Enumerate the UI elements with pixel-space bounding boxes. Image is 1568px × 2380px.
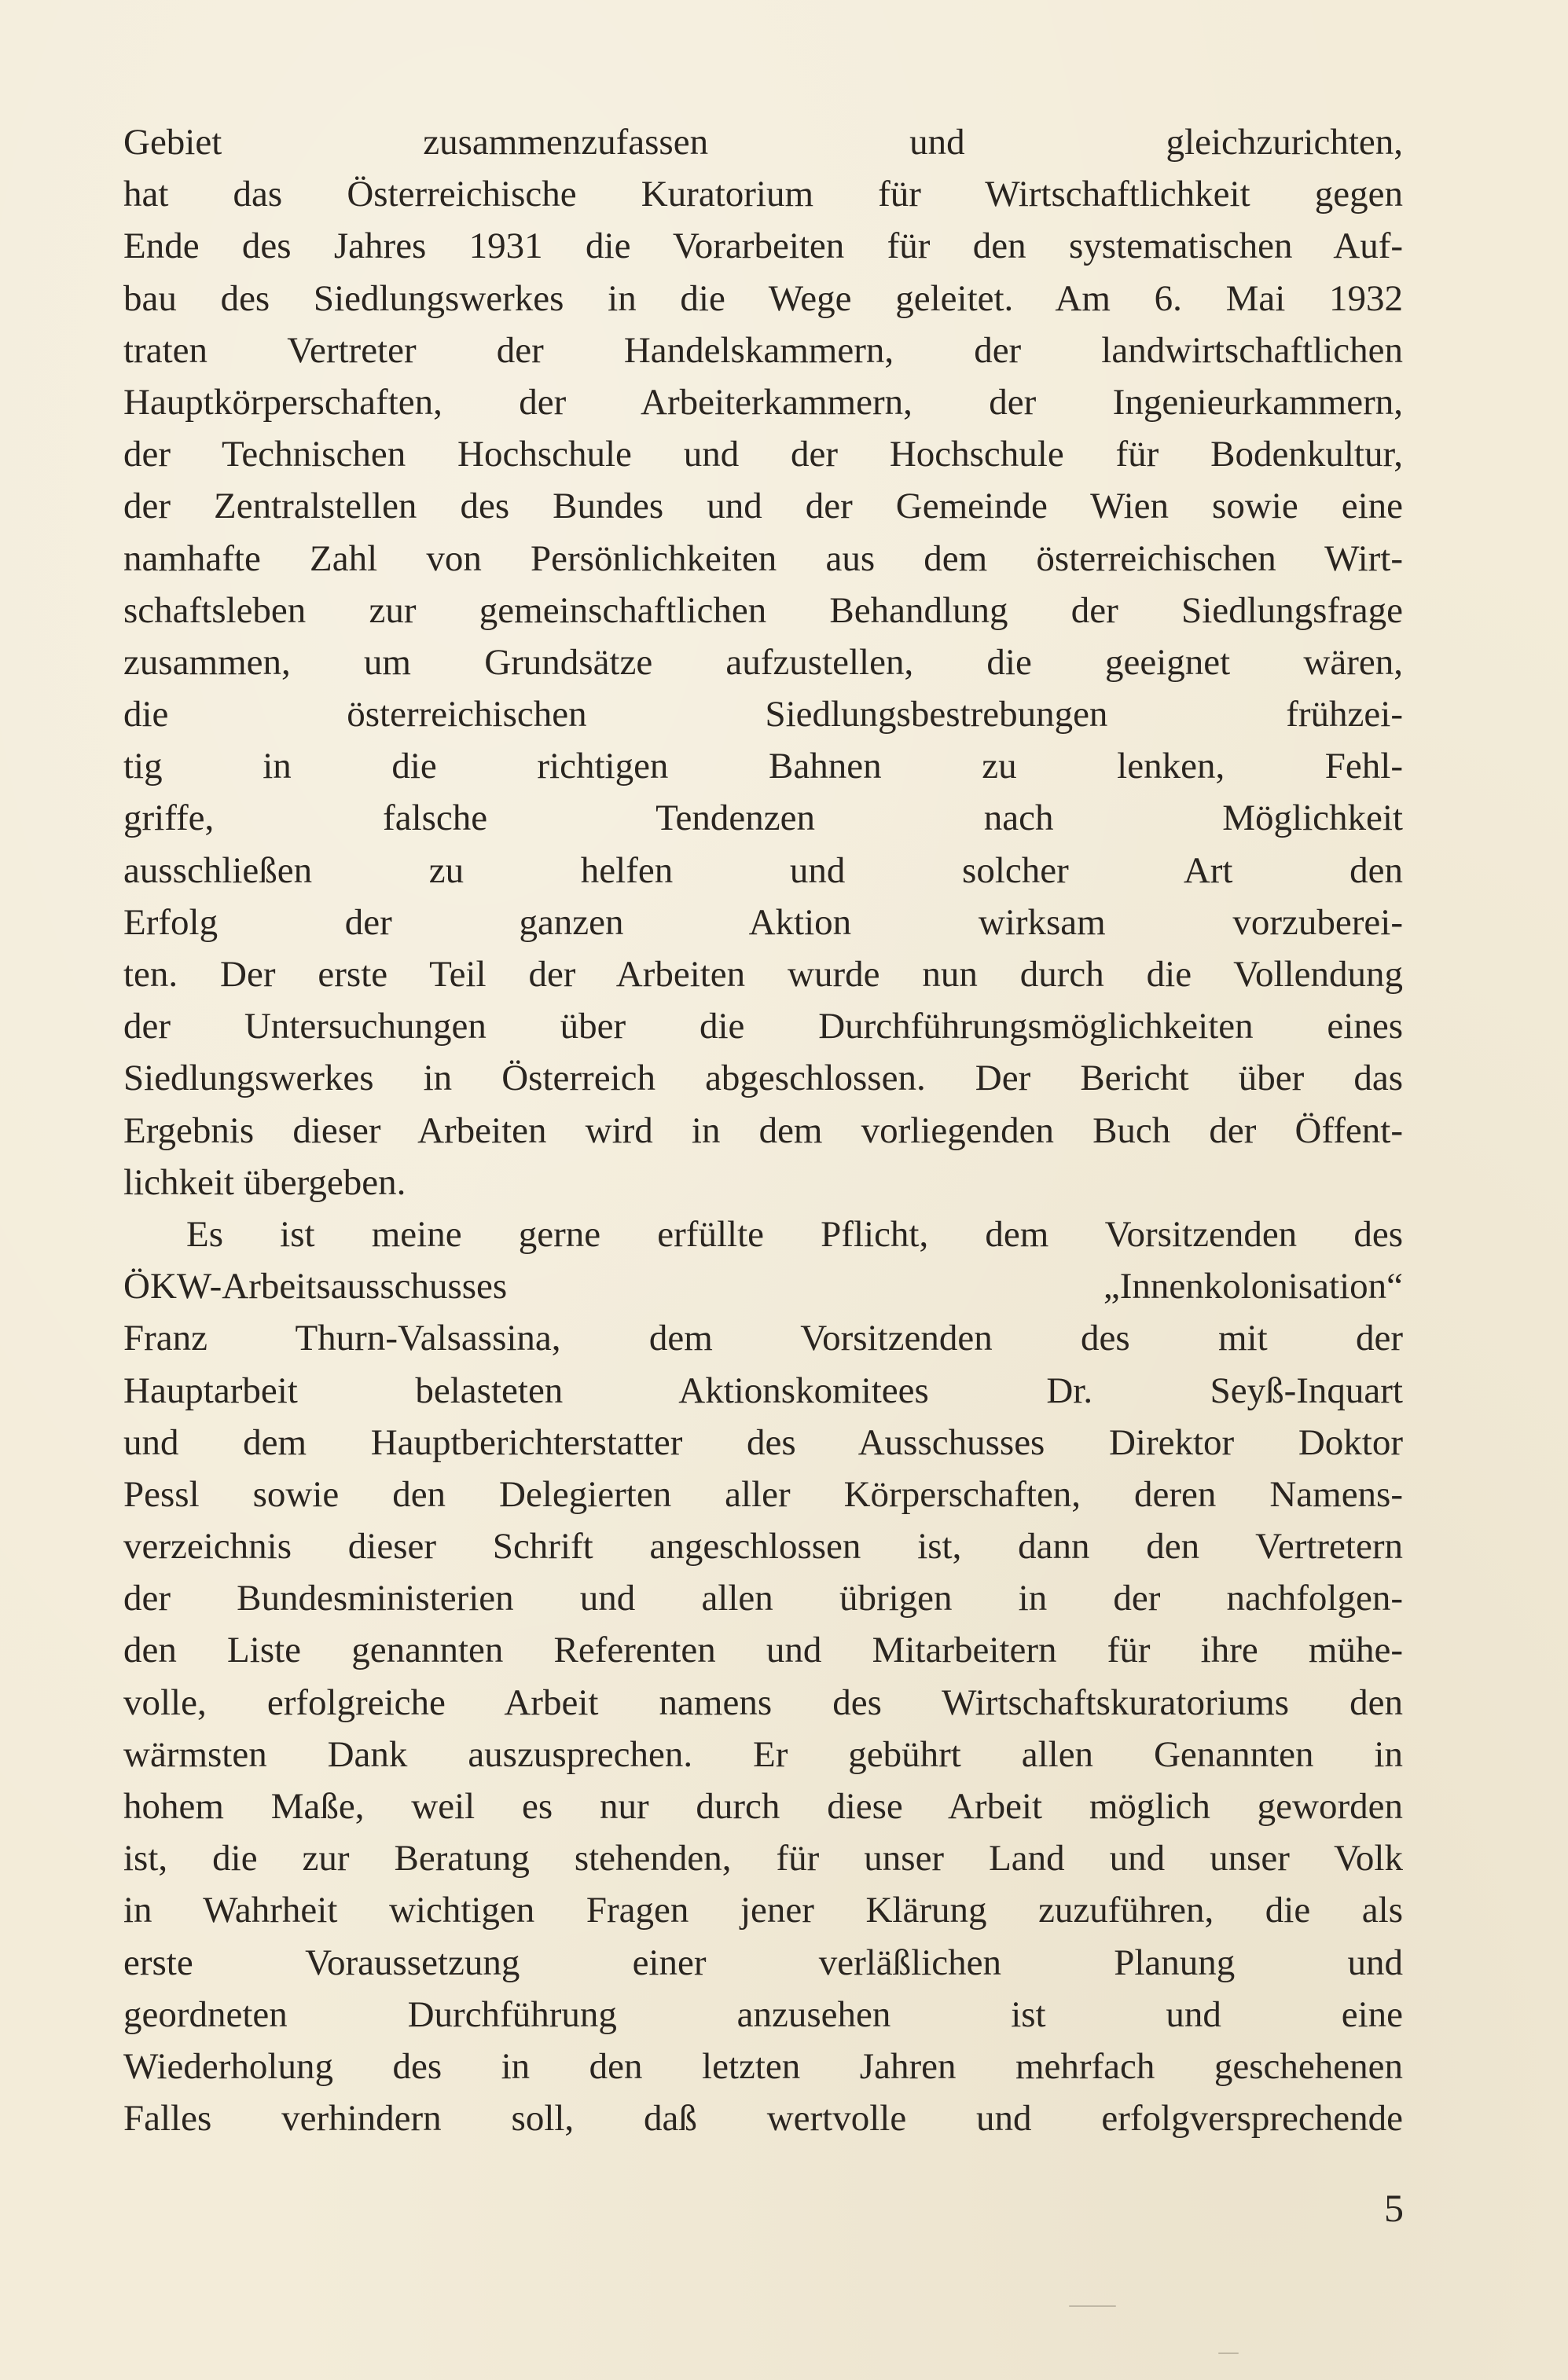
text-line: Wiederholung des in den letzten Jahren mehrfach geschehenen (123, 2045, 1403, 2087)
text-line: bau des Siedlungswerkes in die Wege geleitet. Am 6. Mai 1932 (123, 277, 1403, 319)
text-line: Erfolg der ganzen Aktion wirksam vorzuberei- (123, 901, 1403, 943)
text-line: schaftsleben zur gemeinschaftlichen Behandlung der Siedlungsfrage (123, 589, 1403, 631)
text-line: verzeichnis dieser Schrift angeschlossen ist, dann den Vertretern (123, 1526, 1403, 1568)
text-line: hohem Maße, weil es nur durch diese Arbeit möglich geworden (123, 1786, 1403, 1827)
text-line: der Bundesministerien und allen übrigen in der nachfolgen- (123, 1578, 1403, 1619)
paragraph-1 (123, 116, 1403, 1208)
paper-speck (1069, 2305, 1116, 2307)
text-line: Siedlungswerkes in Österreich abgeschlossen. Der Bericht über das (123, 1058, 1403, 1099)
text-line: Hauptarbeit belasteten Aktionskomitees Dr. Seyß-Inquart (123, 1370, 1403, 1411)
text-line: in Wahrheit wichtigen Fragen jener Klärung zuzuführen, die als (123, 1890, 1403, 1931)
text-line: hat das Österreichische Kuratorium für Wirtschaftlichkeit gegen (123, 174, 1403, 215)
text-line: der Technischen Hochschule und der Hochschule für Bodenkultur, (123, 434, 1403, 475)
text-line: namhafte Zahl von Persönlichkeiten aus dem österreichischen Wirt- (123, 537, 1403, 579)
text-line: wärmsten Dank auszusprechen. Er gebührt allen Genannten in (123, 1733, 1403, 1775)
text-line: Es ist meine gerne erfüllte Pflicht, dem Vorsitzenden des (186, 1213, 1403, 1255)
text-line: ÖKW-Arbeitsausschusses „Innenkolonisation“ (123, 1266, 1403, 1307)
text-line: Hauptkörperschaften, der Arbeiterkammern, der Ingenieurkammern, (123, 381, 1403, 423)
body-text (123, 116, 1403, 2144)
text-line: zusammen, um Grundsätze aufzustellen, die geeignet wären, (123, 641, 1403, 683)
text-line: volle, erfolgreiche Arbeit namens des Wirtschaftskuratoriums den (123, 1681, 1403, 1723)
text-line: erste Voraussetzung einer verläßlichen Planung und (123, 1942, 1403, 1983)
text-line: griffe, falsche Tendenzen nach Möglichkeit (123, 798, 1403, 839)
text-line: Franz Thurn-Valsassina, dem Vorsitzenden des mit der (123, 1318, 1403, 1359)
paragraph-2 (123, 1208, 1403, 2144)
text-line: Ende des Jahres 1931 die Vorarbeiten für den systematischen Auf- (123, 226, 1403, 267)
text-line: geordneten Durchführung anzusehen ist und eine (123, 1993, 1403, 2035)
text-line: den Liste genannten Referenten und Mitarbeitern für ihre mühe- (123, 1630, 1403, 1671)
paper-speck (1218, 2352, 1239, 2354)
text-line: der Zentralstellen des Bundes und der Gemeinde Wien sowie eine (123, 486, 1403, 527)
text-line: lichkeit übergeben. (123, 1161, 406, 1203)
text-line: Gebiet zusammenzufassen und gleichzurichten, (123, 122, 1403, 163)
text-line: tig in die richtigen Bahnen zu lenken, Fehl- (123, 746, 1403, 787)
text-line: und dem Hauptberichterstatter des Ausschusses Direktor Doktor (123, 1421, 1403, 1463)
text-line: ist, die zur Beratung stehenden, für unser Land und unser Volk (123, 1838, 1403, 1879)
text-line: ausschließen zu helfen und solcher Art den (123, 849, 1403, 891)
text-line: ten. Der erste Teil der Arbeiten wurde nun durch die Vollendung (123, 954, 1403, 995)
page-number: 5 (1384, 2186, 1404, 2230)
text-line: Falles verhindern soll, daß wertvolle und erfolgversprechende (123, 2098, 1403, 2140)
text-line: traten Vertreter der Handelskammern, der landwirtschaftlichen (123, 329, 1403, 371)
text-line: der Untersuchungen über die Durchführungsmöglichkeiten eines (123, 1006, 1403, 1047)
text-line: Pessl sowie den Delegierten aller Körperschaften, deren Namens- (123, 1473, 1403, 1515)
text-line: Ergebnis dieser Arbeiten wird in dem vorliegenden Buch der Öffent- (123, 1109, 1403, 1151)
text-line: die österreichischen Siedlungsbestrebungen frühzei- (123, 694, 1403, 735)
